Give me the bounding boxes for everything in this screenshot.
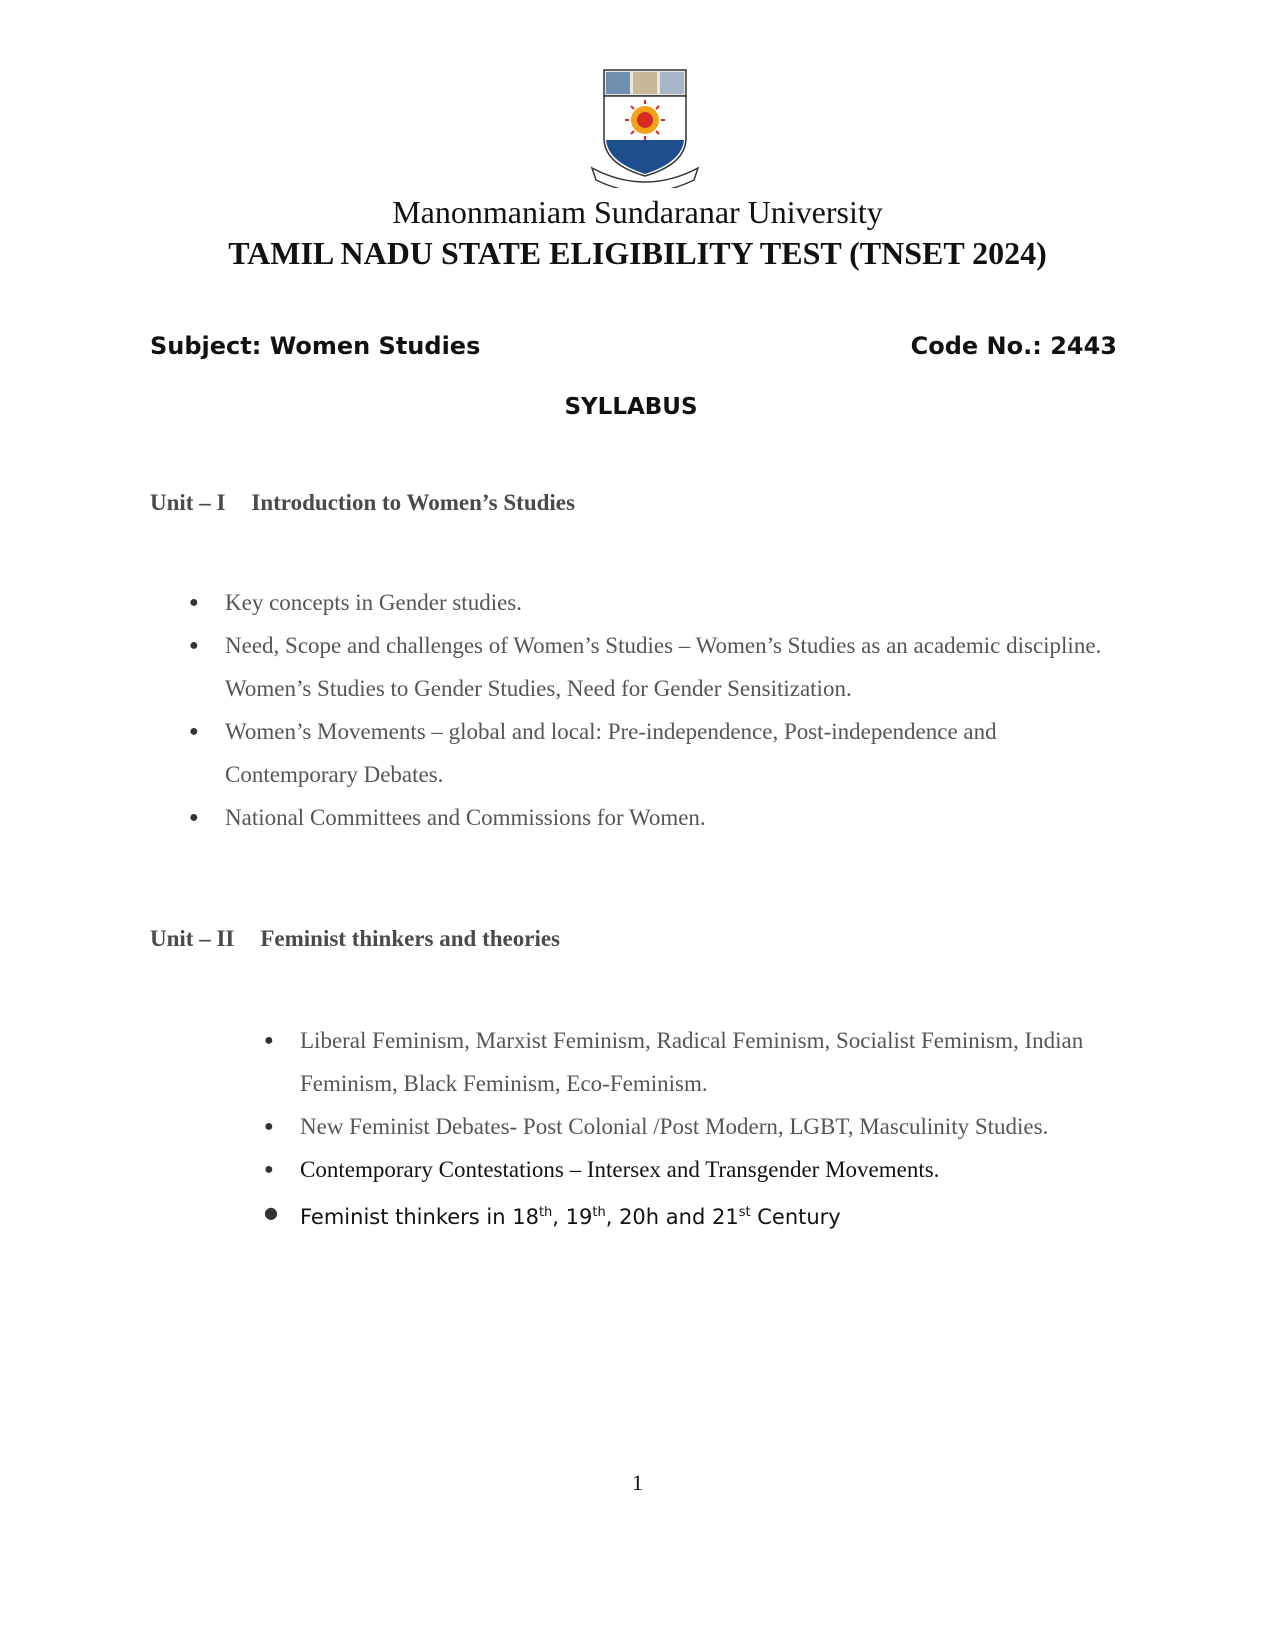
- list-item: [264, 1105, 1130, 1148]
- page-number: 1: [632, 1470, 643, 1495]
- bullet-icon: ●: [189, 594, 199, 611]
- bullet-icon: ●: [189, 809, 199, 826]
- list-item: [264, 1148, 1130, 1191]
- list-item-text: New Feminist Debates- Post Colonial /Post Modern, LGBT, Masculinity Studies.: [300, 1114, 1049, 1139]
- list-item: [189, 796, 1105, 839]
- list-item-text: Key concepts in Gender studies.: [225, 590, 523, 615]
- code-number: Code No.: 2443: [910, 332, 1117, 360]
- list-item-text: [300, 1205, 841, 1229]
- item-text-part: Feminist thinkers in 18: [300, 1205, 539, 1229]
- list-item: [189, 710, 1105, 796]
- list-item-text: Liberal Feminism, Marxist Feminism, Radical Feminism, Socialist Feminism, Indian Feminism, Black Feminism, Eco-Feminism.: [300, 1028, 1084, 1096]
- bullet-icon: ●: [264, 1118, 274, 1135]
- ordinal-suffix: th: [538, 1205, 553, 1220]
- bullet-icon: ●: [189, 723, 199, 740]
- list-item: [264, 1019, 1130, 1105]
- unit-2-heading: [150, 926, 560, 952]
- unit-2-list: [264, 1019, 1130, 1239]
- bullet-icon: ●: [189, 637, 199, 654]
- subject-label: Subject: Women Studies: [150, 332, 481, 360]
- item-text-part: , 20h and 21: [605, 1205, 739, 1229]
- list-item-text: Contemporary Contestations – Intersex and Transgender Movements.: [300, 1157, 940, 1182]
- list-item: [264, 1191, 1130, 1239]
- bullet-icon: ●: [264, 1032, 274, 1049]
- ordinal-suffix: st: [738, 1205, 751, 1220]
- bullet-icon: ●: [264, 1203, 278, 1222]
- ordinal-suffix: th: [592, 1205, 606, 1220]
- list-item-text: National Committees and Commissions for Women.: [225, 805, 706, 830]
- item-text-part: , 19: [552, 1205, 593, 1229]
- list-item: [189, 581, 1105, 624]
- item-text-part: Century: [750, 1205, 841, 1229]
- exam-title: TAMIL NADU STATE ELIGIBILITY TEST (TNSET 2024): [228, 235, 1047, 271]
- unit-2-number: Unit – II: [150, 926, 235, 951]
- unit-2-title: Feminist thinkers and theories: [260, 926, 560, 951]
- unit-1-title: Introduction to Women’s Studies: [251, 490, 575, 515]
- list-item-text: Women’s Movements – global and local: Pre-independence, Post-independence and Contemporary Debates.: [225, 719, 997, 787]
- university-crest-icon: [590, 68, 700, 188]
- bullet-icon: ●: [264, 1161, 274, 1178]
- unit-1-list: [189, 581, 1105, 839]
- list-item: [189, 624, 1105, 710]
- unit-1-number: Unit – I: [150, 490, 226, 515]
- unit-1-heading: [150, 490, 575, 516]
- syllabus-heading: SYLLABUS: [564, 394, 698, 420]
- university-name: Manonmaniam Sundaranar University: [392, 194, 883, 230]
- list-item-text: Need, Scope and challenges of Women’s Studies – Women’s Studies as an academic discipline. Women’s Studies to Gender Studies, Need for Gender Sensitization.: [225, 633, 1102, 701]
